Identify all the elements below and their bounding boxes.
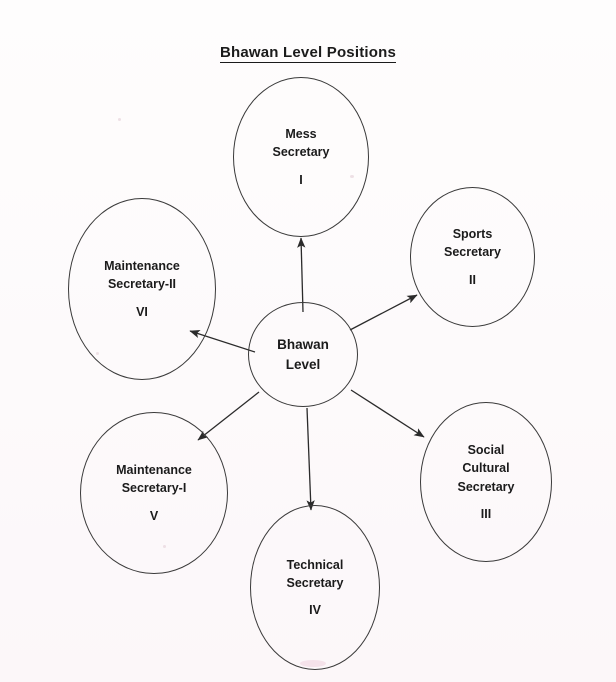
node-label-line: Level — [285, 356, 321, 372]
node-label-line: Secretary — [272, 145, 330, 160]
node-label-line: Secretary-II — [107, 277, 177, 292]
node-label-line: Social — [467, 443, 505, 458]
node-number: II — [469, 272, 476, 287]
node-bhawan-level[interactable] — [248, 302, 358, 407]
node-mess-secretary[interactable] — [233, 77, 369, 237]
node-label-line: Maintenance — [116, 463, 192, 478]
node-label-line: Technical — [286, 557, 344, 572]
node-maintenance-secretary-ii[interactable] — [68, 198, 216, 380]
node-label-line: Mess — [285, 127, 317, 142]
connector-center-to-maintenance-one — [198, 392, 259, 440]
node-label-line: Bhawan — [277, 336, 329, 352]
connector-center-to-sports — [350, 295, 417, 330]
node-maintenance-secretary-i[interactable] — [80, 412, 228, 574]
node-label-line: Secretary — [457, 479, 515, 494]
node-label-line: Sports — [452, 227, 493, 242]
node-number: III — [480, 506, 492, 521]
node-label-line: Maintenance — [104, 259, 180, 274]
node-label-line: Cultural — [462, 461, 510, 476]
node-label-line: Secretary — [286, 575, 344, 590]
connector-center-to-mess — [301, 238, 303, 312]
node-label-line: Secretary — [444, 245, 501, 260]
page-title-text: Bhawan Level Positions — [219, 44, 397, 61]
node-number: VI — [136, 304, 148, 319]
connector-center-to-technical — [307, 408, 311, 510]
node-sports-secretary[interactable] — [410, 187, 535, 327]
connector-center-to-social — [351, 390, 424, 437]
node-number: I — [299, 172, 303, 187]
node-number: IV — [309, 603, 321, 618]
node-social-cultural-secretary[interactable] — [420, 402, 552, 562]
node-technical-secretary[interactable] — [250, 505, 380, 670]
node-label-line: Secretary-I — [121, 481, 187, 496]
node-number: V — [149, 508, 159, 523]
